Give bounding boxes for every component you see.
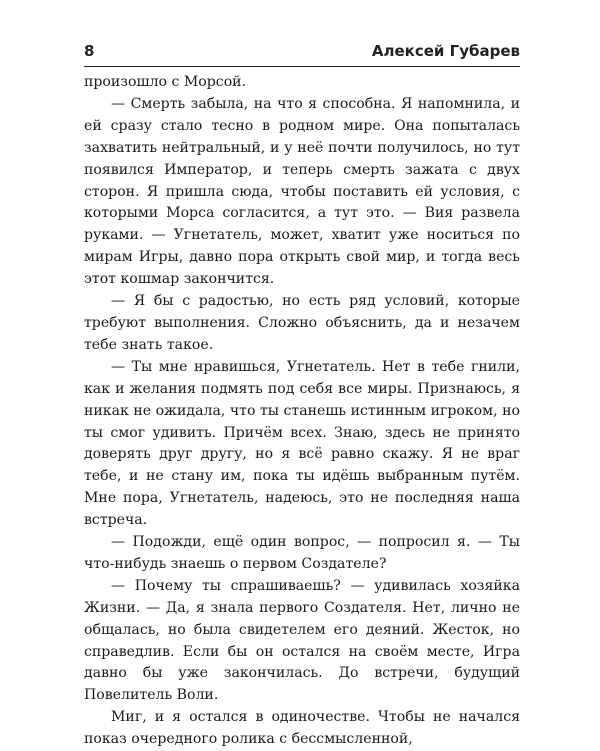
running-head-author: Алексей Губарев <box>371 42 520 60</box>
body-text <box>84 72 520 751</box>
header-rule <box>84 66 520 67</box>
paragraph: — Подожди, ещё один вопрос, — попросил я. — Ты что-нибудь знаешь о первом Создателе? <box>84 534 520 572</box>
paragraph: — Я бы с радостью, но есть ряд условий, которые требуют выполнения. Сложно объяснить, да и незачем тебе знать такое. <box>84 293 520 353</box>
page-number: 8 <box>84 42 95 60</box>
paragraph: — Смерть забыла, на что я способна. Я напомнила, и ей сразу стало тесно в родном мире. Она попыталась захватить нейтральный, и у неё почти получилось, но тут появился Император, и теперь смерть зажата с двух сторон. Я пришла сюда, чтобы поставить ей условия, с которыми Морса согласится, а тут это. — Вия развела руками. — Угнетатель, может, хватит уже носиться по мирам Игры, давно пора открыть свой мир, и тогда весь этот кошмар закончится. <box>84 95 520 288</box>
paragraph: Миг, и я остался в одиночестве. Чтобы не начался показ очередного ролика с бессмысленной, <box>84 709 520 748</box>
paragraph: — Ты мне нравишься, Угнетатель. Нет в тебе гнили, как и желания подмять под себя все миры. Признаюсь, я никак не ожидала, что ты станешь истинным игроком, но ты смог удивить. Причём всех. Знаю, здесь не принято доверять друг другу, но я всё равно скажу. Я не враг тебе, и не стану им, пока ты идёшь выбранным путём. Мне пора, Угнетатель, надеюсь, это не последняя наша встреча. <box>84 358 520 529</box>
page-header <box>84 40 520 66</box>
paragraph: произошло с Морсой. <box>84 74 247 90</box>
paragraph: — Почему ты спрашиваешь? — удивилась хозяйка Жизни. — Да, я знала первого Создателя. Нет, лично не общалась, но была свидетелем его деяний. Жесток, но справедлив. Если бы он остался на своём месте, Игра давно бы уже закончилась. До встречи, будущий Повелитель Воли. <box>84 577 520 704</box>
